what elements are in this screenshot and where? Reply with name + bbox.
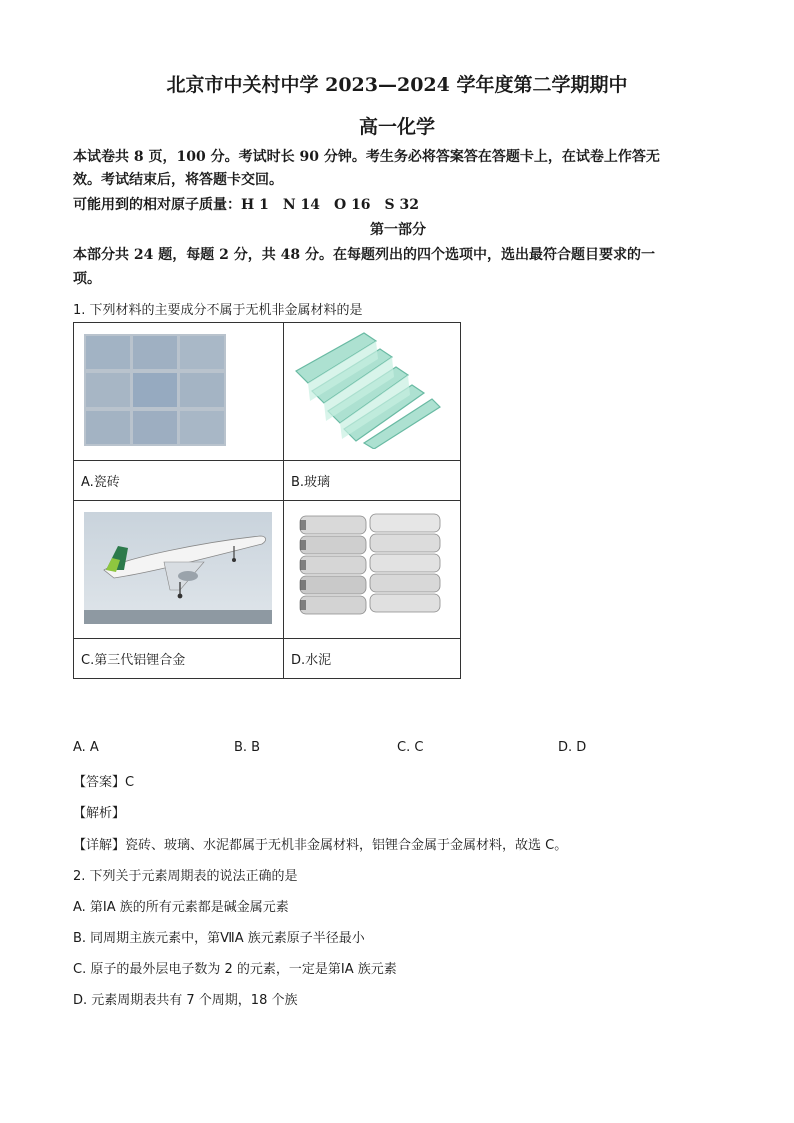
option-d-label: D.水泥 (284, 639, 461, 679)
q2-option-a[interactable]: A. 第ⅠA 族的所有元素都是碱金属元素 (73, 900, 289, 915)
option-c-image-cell (74, 501, 284, 639)
option-a-label: A.瓷砖 (74, 461, 284, 501)
exam-title: 北京市中关村中学 2023—2024 学年度第二学期期中 (166, 74, 628, 96)
q2-option-c[interactable]: C. 原子的最外层电子数为 2 的元素，一定是第ⅠA 族元素 (73, 962, 397, 977)
exam-subject: 高一化学 (358, 116, 435, 138)
part-description-2: 项。 (73, 271, 101, 287)
instructions-line-1: 本试卷共 8 页，100 分。考试时长 90 分钟。考生务必将答案答在答题卡上，在试卷上作答无 (73, 149, 660, 165)
choice-a[interactable]: A. A (73, 740, 99, 755)
option-d-image-cell (284, 501, 461, 639)
option-a-image-cell (74, 323, 284, 461)
choice-c[interactable]: C. C (397, 740, 424, 755)
glass-image (294, 331, 442, 449)
choice-d[interactable]: D. D (558, 740, 587, 755)
analysis-line: 【解析】 (73, 806, 126, 821)
option-c-label: C.第三代铝锂合金 (74, 639, 284, 679)
answer-line: 【答案】C (73, 775, 135, 790)
instructions-line-2: 效。考试结束后，将答题卡交回。 (73, 172, 283, 188)
part-heading: 第一部分 (370, 222, 426, 238)
q2-option-d[interactable]: D. 元素周期表共有 7 个周期，18 个族 (73, 993, 298, 1008)
choice-b[interactable]: B. B (234, 740, 261, 755)
part-description-1: 本部分共 24 题，每题 2 分，共 48 分。在每题列出的四个选项中，选出最符合题目要求的一 (73, 247, 655, 263)
question-2-stem: 2. 下列关于元素周期表的说法正确的是 (73, 869, 298, 884)
question-1-stem: 1. 下列材料的主要成分不属于无机非金属材料的是 (73, 303, 363, 318)
option-b-image-cell (284, 323, 461, 461)
q2-option-b[interactable]: B. 同周期主族元素中，第ⅦA 族元素原子半径最小 (73, 931, 365, 946)
question-1-options-table (73, 322, 461, 679)
option-b-label: B.玻璃 (284, 461, 461, 501)
cement-bags-image (294, 510, 448, 626)
tile-image (84, 334, 226, 446)
detail-line: 【详解】瓷砖、玻璃、水泥都属于无机非金属材料，铝锂合金属于金属材料，故选 C。 (73, 838, 568, 853)
airplane-image (84, 512, 272, 624)
atomic-mass-line: 可能用到的相对原子质量：H 1 N 14 O 16 S 32 (73, 197, 420, 213)
